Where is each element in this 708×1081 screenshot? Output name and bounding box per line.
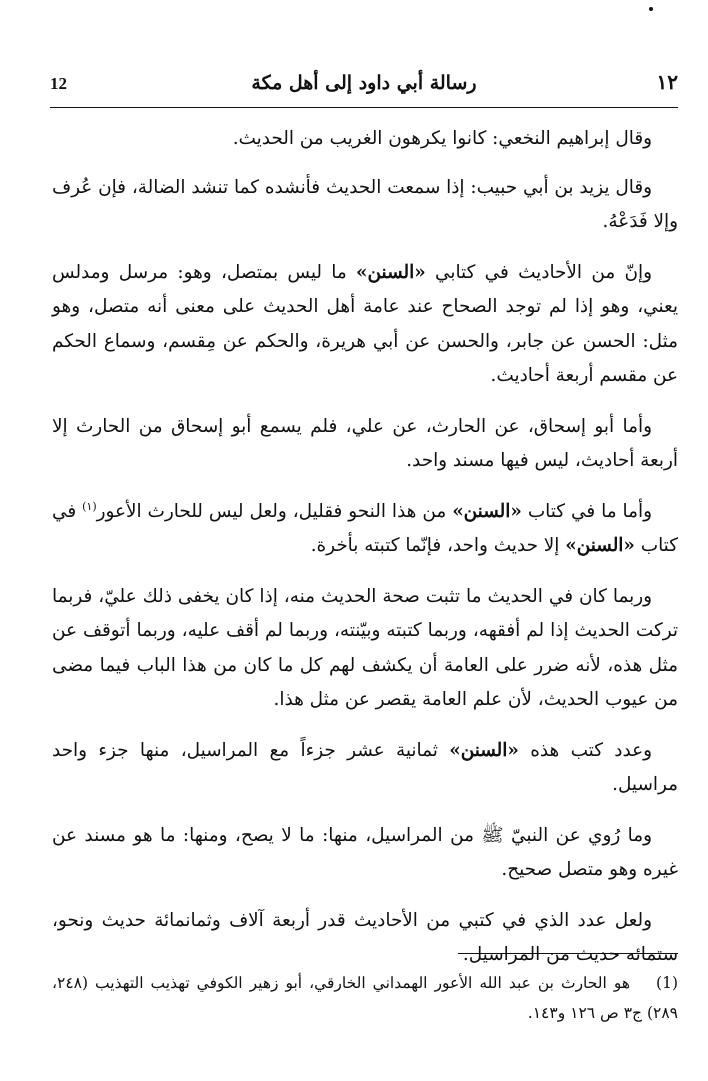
text-run: من هذا النحو فقليل، ولعل ليس للحارث الأعور	[96, 500, 453, 522]
paragraph: وقال يزيد بن أبي حبيب: إذا سمعت الحديث فأنشده كما تنشد الضالة، فإن عُرف وإلا فَدَعْهُ.	[52, 176, 678, 232]
footnote	[52, 968, 678, 1028]
footnote-ref[interactable]: (١)	[82, 499, 97, 513]
book-title: «السنن»	[565, 535, 635, 556]
footnote-number: (1)	[656, 974, 678, 992]
text-run: ما ليس بمتصل، وهو: مرسل ومدلس يعني، وهو إذا لم توجد الصحاح عند عامة أهل الحديث على معنى أنه متصل، وهو مثل: الحسن عن جابر، والحسن عن أبي هريرة، والحكم عن مِقسم، وسماع الحكم عن مقسم أربعة أحاديث.	[52, 261, 678, 386]
header-rule	[50, 107, 678, 108]
paragraph: ولعل عدد الذي في كتبي من الأحاديث قدر أربعة آلاف وثمانمائة حديث ونحو، ستمائه حديث من المراسيل.	[52, 909, 678, 965]
text-run: في كتاب	[52, 500, 678, 556]
paragraph: وما رُوي عن النبيّ ﷺ من المراسيل، منها: ما لا يصح، ومنها: ما هو مسند عن غيره وهو متصل صحيح.	[52, 824, 678, 880]
text-run: وأما ما في كتاب	[521, 500, 653, 522]
page-number-latin: 12	[50, 74, 67, 93]
footnote-rule	[458, 953, 678, 954]
text-run: وإنّ من الأحاديث في كتابي	[425, 261, 652, 283]
text-run: إلا حديث واحد، فإنّما كتبته بأخرة.	[310, 535, 566, 556]
paragraph: وأما أبو إسحاق، عن الحارث، عن علي، فلم يسمع أبو إسحاق من الحارث إلا أربعة أحاديث، ليس فيها مسند واحد.	[52, 415, 678, 471]
text-run: وعدد كتب هذه	[518, 739, 652, 761]
footnote-text: هو الحارث بن عبد الله الأعور الهمداني الخارقي، أبو زهير الكوفي تهذيب التهذيب (٢٤٨، ٢٨٩) ج٣ ص ١٢٦ و١٤٣.	[52, 974, 678, 1022]
text-run: ثمانية عشر جزءاً مع المراسيل، منها جزء واحد مراسيل.	[52, 739, 678, 795]
page-dot	[649, 7, 653, 11]
paragraph	[52, 256, 678, 394]
paragraph	[52, 495, 678, 564]
main-text	[52, 122, 678, 989]
page-number-arabic: ١٢	[656, 70, 678, 94]
book-title: «السنن»	[356, 261, 426, 283]
running-title: رسالة أبي داود إلى أهل مكة	[251, 72, 477, 94]
book-title: «السنن»	[449, 739, 519, 761]
paragraph: وربما كان في الحديث ما تثبت صحة الحديث منه، إذا كان يخفى ذلك عليّ، فربما تركت الحديث إذا لم أفقهه، وربما كتبته وبيّنته، وربما لم أقف عليه، وربما أتوقف عن مثل هذه، لأنه ضرر على العامة أن يكشف لهم كل ما كان من هذا الباب فيما مضى من عيوب الحديث، لأن علم العامة يقصر عن مثل هذا.	[52, 585, 678, 710]
page-header	[50, 70, 678, 100]
book-title: «السنن»	[452, 500, 522, 522]
paragraph	[52, 734, 678, 803]
paragraph: وقال إبراهيم النخعي: كانوا يكرهون الغريب من الحديث.	[232, 128, 652, 149]
